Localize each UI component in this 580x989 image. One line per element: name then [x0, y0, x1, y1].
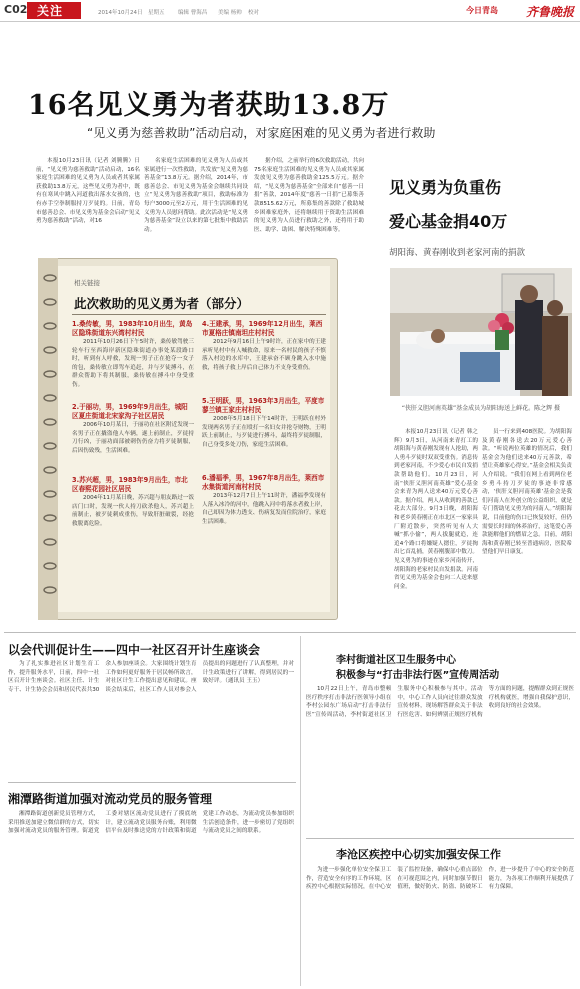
box-left-column	[72, 320, 194, 604]
box-right-column	[202, 320, 326, 604]
related-link-tag: 相关链接	[74, 279, 100, 287]
sidebar-story-column-1: 本报10月23日讯（记者 韩之辉）9月3日，从河南来青打工的胡阳海与黄春刚发现有人抢劫，两人勇斗歹徒时双双受重伤。消息传到老家河南，不少爱心市民自发捐款帮助他们。10月23日，河南“侠肝义胆河南英雄”爱心基金会来青为两人送来40万元爱心善款。据介绍，两人从收到的善款已花去大部分。9月3日晚，胡阳海和老乡黄春刚正在市北区一家家具厂附近散步，突然听见有人大喊“抓小偷”，两人拔腿就追，连追4个路口将嫌疑人摁住，歹徒掏出匕首乱捅，黄春刚腹部中数刀。见义勇为的事迹在家乡河南传开，胡阳海的老家村民自发捐款。河南省见义勇为基金会也向二人送来慰问金。	[394, 429, 478, 590]
profile-heading-4: 4.王建承，男，1969年12月出生，莱西市夏格庄镇南坦庄村村民	[202, 320, 323, 337]
sidebar-subheadline: 胡阳海、黄春刚收到老家河南的捐款	[389, 248, 526, 258]
editor-credit: 编辑 曹海昌	[178, 10, 208, 16]
logo-small: 今日青岛	[466, 6, 498, 15]
main-headline: 16名见义勇为者获助13.8万	[28, 90, 390, 121]
hospital-photo-illustration	[390, 268, 572, 396]
proofreader-credit: 校对	[248, 10, 260, 16]
profile-text-5: 2008年5月18日下午14时许，王明跃在村外发现两名男子正在殴打一名妇女并抢夺财物，王明跃上前制止，与歹徒进行搏斗，最终将歹徒制服，自己身受多处刀伤，家庭生活困难。	[202, 416, 326, 448]
profile-heading-5: 5.王明跃，男，1963年3月出生，平度市蓼兰镇王家庄村村民	[202, 397, 325, 414]
main-story-column-3: 据介绍，之前举行的6次救助活动，共向75名家庭生活困难的见义勇为人员或其家属发放见义勇为慈善救助金125.5万元。据介绍，“见义勇为慈善基金”全部来自“慈善一日捐”善款，2014年度“慈善一日捐”已募集善款8515.62万元，所募集的善款除了救助城乡困难家庭外，还将继续用于资助生活困难的见义勇为人员进行救助之外，还将用于助医、助学、助困、解决特殊困难等。	[254, 158, 364, 233]
photo-caption: “侠肝义胆河南英雄”基金成员为胡阳海送上鲜花。陈之辉 摄	[401, 405, 561, 412]
profile-heading-6: 6.潘福季，男，1967年8月出生，莱西市水集街道河南村村民	[202, 474, 325, 491]
profile-heading-2: 2.于丽功，男，1969年9月出生，城阳区夏庄街道北宋家沟子社区居民	[72, 403, 188, 420]
profile-text-6: 2013年12月7日上午11时许，潘福季发现有人落入冰冷的河中，他跳入河中将落水者救上岸，自己却因为体力透支、伤病复发而住院治疗，家庭生活困难。	[202, 493, 326, 525]
brief-headline-3: 李村街道社区卫生服务中心	[336, 655, 456, 666]
column-divider	[300, 636, 301, 986]
profile-heading-3: 3.苏兴超，男，1983年9月出生，市北区春熙花园社区居民	[72, 476, 188, 493]
newspaper-logo: 齐鲁晚报	[525, 5, 574, 19]
related-link-title: 此次救助的见义勇为者（部分）	[74, 296, 250, 311]
brief-text-1: 为了扎实推进社区计划生育工作，提升服务水平，日前，四中一社区召开计生座谈会。社区主任、计生专干、计生协会会员和居民代表共30余人参加座谈会。大家围绕计划生育工作如何更好服务于居民畅所欲言，对社区计生工作提出意见和建议。座谈会结束后，社区工作人员对参会人员提出的问题进行了认真整理，并对计生政策进行了讲解，得到居民的一致好评。（通讯员 王玉）	[8, 661, 294, 693]
sidebar-story-column-2: 员一行来到408医院。为胡阳海及黄春刚各送去20万元爱心善款。“听说两位英雄的情况后，我们基金会为他们送来40万元善款，希望让英雄家心得安。”基金会相关负责人介绍说。“我们在网上看到两位老乡勇斗持刀歹徒的事迹非常感动，‘侠肝义胆河南英雄’基金会是我们河南人在外创立的公益组织，就是专门帮助见义勇为的河南人。”胡阳海说，目前他的伤口已恢复较好，但仍需要长时间的休养治疗，这笔爱心善款能解他们的燃眉之急。目前，胡阳海和黄春刚已转至普通病房，医院希望他们早日康复。	[482, 429, 572, 556]
brief-text-4: 为进一步强化单位安全保卫工作，营造安全有序的工作环境，区疾控中心根据实际情况，在中心安装了监控设备，确保中心重点部位在可视范围之内，同时加强节假日值班，做好防火、防盗、防破坏工作，进一步提升了中心的安全防范能力，为各项工作顺利开展提供了有力保障。	[306, 867, 574, 891]
brief-headline-2: 湘潭路街道加强对流动党员的服务管理	[8, 792, 213, 806]
brief-headline-4: 李沧区疾控中心切实加强安保工作	[336, 848, 501, 861]
news-photo	[390, 268, 572, 396]
notebook-spiral-icon	[38, 258, 58, 620]
sidebar-headline-line-2: 爱心基金捐40万	[389, 212, 508, 231]
brief-subheadline-3: 积极参与“打击非法行医”宣传周活动	[336, 670, 500, 681]
brief-divider-left	[8, 782, 296, 783]
main-story-column-2: 名家庭生活困难的见义勇为人员或其家属进行一次性救助，共发放“见义勇为慈善基金”13.8万元。据介绍，2014年，市慈善总会、市见义勇为基金会继续共同设立“见义勇为慈善救助”项目，救助标准为每户3000元至2万元，用于生活困难的见义勇为人员慰问帮助。此次活动是“见义勇为慈善基金”设立以来的第七批集中救助活动。	[144, 158, 248, 233]
brief-headline-1: 以会代训促计生——四中一社区召开计生座谈会	[8, 643, 261, 657]
designer-credit: 美编 杨帅	[218, 10, 242, 16]
profile-text-4: 2012年9月16日上午9时许，正在家中的王建承听见村中有人喊救命，原来一名村民的孩子不慎落入村边的水库中，王建承奋不顾身跳入水中施救，将孩子救上岸后自己体力不支身受重伤。	[202, 339, 326, 371]
section-divider	[4, 632, 576, 633]
issue-weekday: 星期五	[148, 10, 165, 16]
section-title: 关注	[37, 4, 64, 18]
brief-text-3: 10月22日上午，青岛市整顿医疗秩序打击非法行医领导小组在李村公园东广场启动“打击非法行医”宣传周活动，李村街道社区卫生服务中心积极参与其中。活动中，中心工作人员向过往群众发放宣传材料，现场解答群众关于非法行医危害、如何辨别正规医疗机构等方面的问题，提醒群众到正规医疗机构就医，增强自我保护意识，收到良好的社会效果。	[306, 686, 574, 718]
profile-text-1: 2011年10月26日下午5时许，桑传敏驾驶三轮车行至西海岸新区隐珠街道办事处某段路口时，听到有人呼救，发现一男子正在抢夺一女子的包，桑传敏立即驾车追赶，并与歹徒搏斗，在群众帮助下将其制服，桑传敏在搏斗中身受重伤。	[72, 339, 194, 388]
brief-divider-right	[306, 838, 574, 839]
profile-text-2: 2006年10月某日，于丽功在社区附近发现一名男子正在撬盗他人车辆，遂上前制止，歹徒持刀行凶，于丽功面部被刺伤仍奋力将歹徒制服，后因伤致残，生活困难。	[72, 422, 194, 454]
profile-heading-1: 1.桑传敏，男，1983年10月出生，黄岛区隐珠街道东兴湾村村民	[72, 320, 193, 337]
main-subheadline: “见义勇为慈善救助”活动启动，对家庭困难的见义勇为者进行救助	[87, 126, 436, 140]
brief-text-2: 湘潭路街道创新党员管理方式，采用推送加建立微信群的方式，切实加强对流动党员的服务管理。街道党工委对辖区流动党员进行了摸底统计，建立流动党员服务台账，利用微信平台及时推送党的方针政策和街道党建工作动态，为流动党员参加组织生活创造条件，进一步密切了党组织与流动党员之间的联系。	[8, 811, 294, 835]
sidebar-headline-line-1: 见义勇为负重伤	[389, 178, 502, 197]
related-link-divider	[72, 314, 326, 315]
profile-text-3: 2004年11月某日晚，苏兴超与朋友路过一饭店门口时，发现一伙人持刀砍杀他人，苏兴超上前制止，被歹徒刺成重伤，导致肝脏破裂，经抢救脱离危险。	[72, 495, 194, 527]
main-story-column-1: 本报10月23日讯（记者 刘腾腾）日前，“见义勇为慈善救助”活动启动，16名家庭生活困难的见义勇为人员或者其家属获救助13.8万元，这些见义勇为者中，既有在寒风中跳入河道救出落水女孩的，也有赤手空拳制服持刀歹徒的。日前，青岛市慈善总会、市见义勇为基金会启动“见义勇为慈善救助”活动，对16	[36, 158, 140, 225]
page-number: C02	[4, 3, 28, 16]
issue-date: 2014年10月24日	[98, 10, 143, 16]
